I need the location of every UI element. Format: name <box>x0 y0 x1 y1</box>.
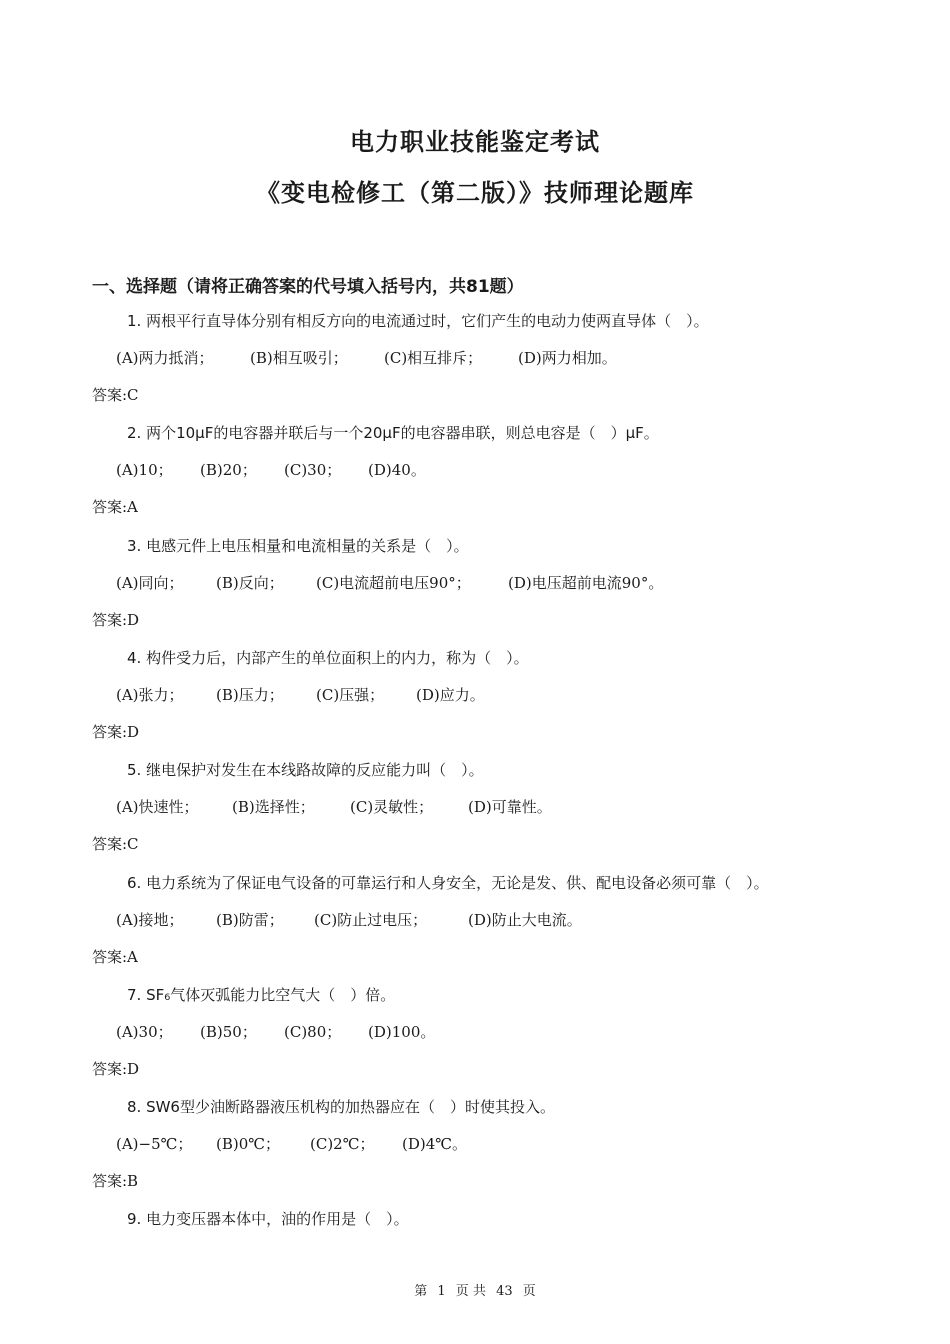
option-c: (C)2℃； <box>310 1135 375 1154</box>
option-a: (A)两力抵消； <box>116 349 214 367</box>
document-subtitle: 《变电检修工（第二版）》技师理论题库 <box>256 179 694 207</box>
answer-line: 答案:D <box>92 1059 140 1078</box>
option-c: (C)30； <box>284 461 342 480</box>
question-text: 4. 构件受力后，内部产生的单位面积上的内力，称为（ ）。 <box>127 648 529 667</box>
option-d: (D)40。 <box>368 461 426 480</box>
option-c: (C)防止过电压； <box>314 910 428 929</box>
option-d: (D)4℃。 <box>402 1135 468 1154</box>
question-text: 2. 两个10μF的电容器并联后与一个20μF的电容器串联，则总电容是（ ）μF。 <box>127 424 659 443</box>
answer-line: 答案:A <box>92 947 138 966</box>
option-c: (C)灵敏性； <box>350 798 434 817</box>
option-b: (B)选择性； <box>232 798 315 817</box>
option-b: (B)20； <box>200 461 257 480</box>
option-d: (D)可靠性。 <box>468 798 552 817</box>
option-a: (A)30； <box>116 1022 173 1041</box>
option-d: (D)两力相加。 <box>518 349 617 367</box>
answer-line: 答案:D <box>92 722 140 741</box>
question-text: 6. 电力系统为了保证电气设备的可靠运行和人身安全，无论是发、供、配电设备必须可靠（ ）。 <box>127 873 769 892</box>
option-c: (C)电流超前电压90°； <box>316 573 471 592</box>
answer-line: 答案:C <box>92 386 139 404</box>
option-d: (D)100。 <box>368 1022 436 1041</box>
answer-line: 答案:D <box>92 610 140 629</box>
option-a: (A)快速性； <box>116 798 199 817</box>
page-footer <box>0 1280 950 1299</box>
option-d: (D)应力。 <box>416 685 485 704</box>
footer-suffix: 页 <box>522 1284 536 1299</box>
document-title: 电力职业技能鉴定考试 <box>350 128 600 156</box>
option-c: (C)80； <box>284 1022 342 1041</box>
option-b: (B)压力； <box>216 685 284 704</box>
question-text: 5. 继电保护对发生在本线路故障的反应能力叫（ ）。 <box>127 761 484 780</box>
question-text: 3. 电感元件上电压相量和电流相量的关系是（ ）。 <box>127 536 469 555</box>
option-d: (D)防止大电流。 <box>468 910 582 929</box>
question-text: 7. SF₆气体灭弧能力比空气大（ ）倍。 <box>127 985 396 1004</box>
option-b: (B)0℃； <box>216 1135 281 1154</box>
option-a: (A)同向； <box>116 573 184 592</box>
option-d: (D)电压超前电流90°。 <box>508 573 664 592</box>
option-a: (A)10； <box>116 461 173 480</box>
answer-line: 答案:C <box>92 835 139 854</box>
option-b: (B)防雷； <box>216 910 284 929</box>
footer-page-number: 1 <box>437 1284 446 1299</box>
question-text: 9. 电力变压器本体中，油的作用是（ ）。 <box>127 1210 409 1229</box>
option-a: (A)−5℃； <box>116 1135 193 1154</box>
option-b: (B)相互吸引； <box>250 349 348 367</box>
option-b: (B)反向； <box>216 573 284 592</box>
footer-mid: 页 共 <box>455 1284 486 1299</box>
question-text: 1. 两根平行直导体分别有相反方向的电流通过时，它们产生的电动力使两直导体（ ）。 <box>127 312 709 330</box>
question-text: 8. SW6型少油断路器液压机构的加热器应在（ ）时使其投入。 <box>127 1098 555 1117</box>
footer-prefix: 第 <box>414 1284 428 1299</box>
option-c: (C)压强； <box>316 685 385 704</box>
footer-total-pages: 43 <box>496 1284 513 1299</box>
answer-line: 答案:B <box>92 1172 139 1191</box>
section-heading: 一、选择题（请将正确答案的代号填入括号内，共81题） <box>92 277 524 297</box>
answer-line: 答案:A <box>92 498 138 517</box>
option-a: (A)张力； <box>116 685 184 704</box>
option-a: (A)接地； <box>116 910 184 929</box>
option-c: (C)相互排斥； <box>384 349 483 367</box>
option-b: (B)50； <box>200 1022 257 1041</box>
